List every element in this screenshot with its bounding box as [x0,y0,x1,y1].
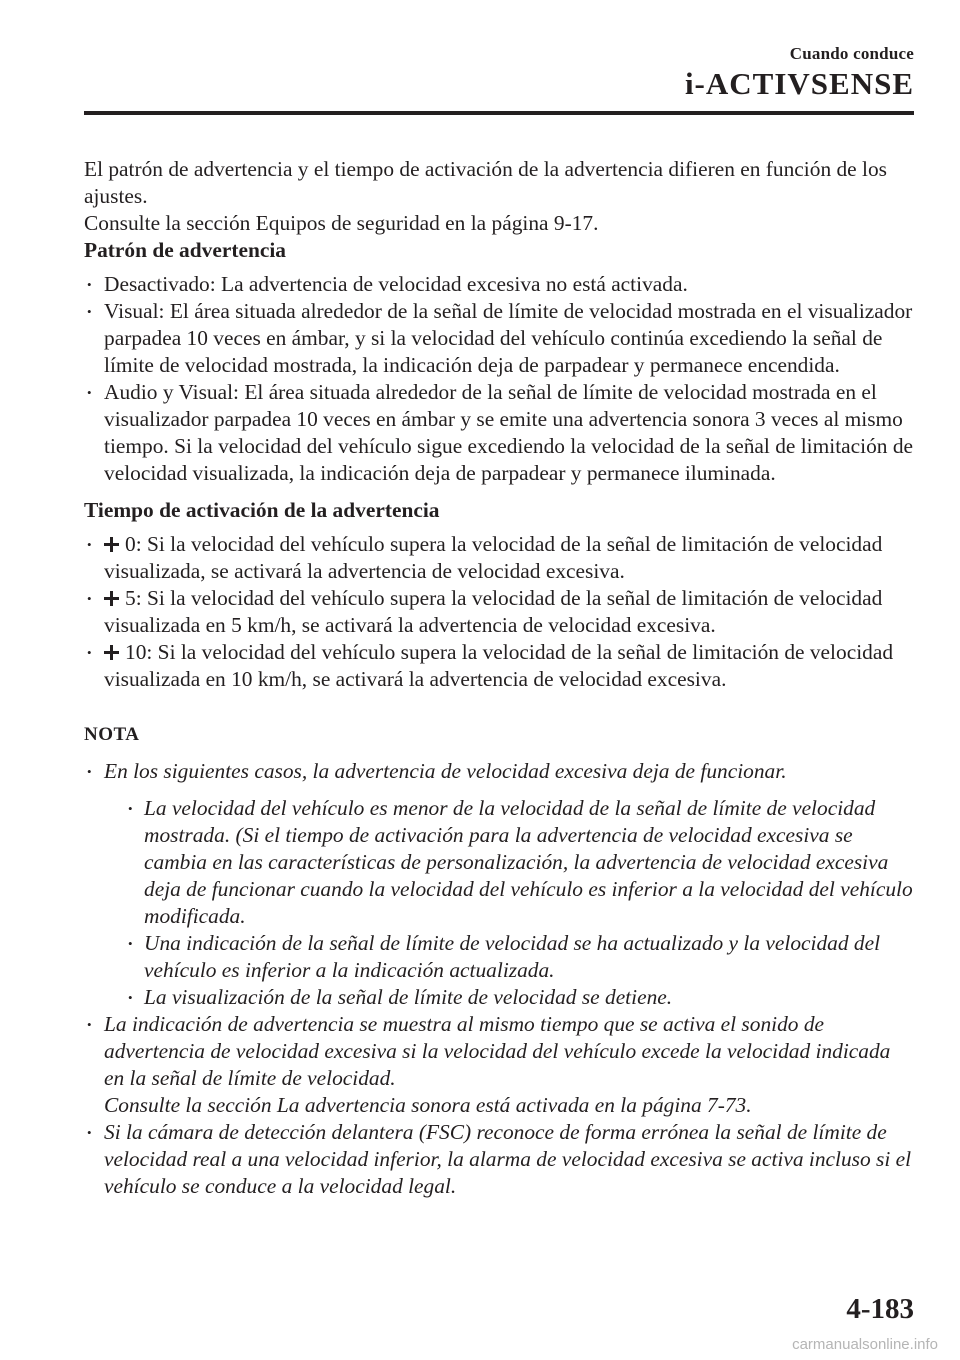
header-rule [84,111,914,115]
page-header [685,44,914,99]
warning-pattern-list [84,271,914,487]
list-item-text: 5: Si la velocidad del vehículo supera la velocidad de la señal de limitación de velocidad visualizada en 5 km/h, se activará la advertencia de velocidad excesiva. [104,586,883,637]
note-item-text: En los siguientes casos, la advertencia de velocidad excesiva deja de funcionar. [104,759,787,783]
activation-time-list [84,531,914,693]
plus-icon [104,591,119,606]
list-item: • Desactivado: La advertencia de velocidad excesiva no está activada. [84,271,914,298]
warning-pattern-heading: Patrón de advertencia [84,238,286,262]
list-item [84,585,914,639]
note-item-text: La indicación de advertencia se muestra al mismo tiempo que se activa el sonido de advertencia de velocidad excesiva si la velocidad del vehículo excede la velocidad indicada en la señal de límite de velocidad. [104,1012,891,1090]
list-item-text: 10: Si la velocidad del vehículo supera la velocidad de la señal de limitación de velocidad visualizada en 10 km/h, se activará la advertencia de velocidad excesiva. [104,640,894,691]
list-item [84,639,914,693]
note-list [84,758,914,1200]
intro-paragraph: El patrón de advertencia y el tiempo de activación de la advertencia difieren en función de los ajustes. [84,157,887,208]
note-sub-item: • La visualización de la señal de límite de velocidad se detiene. [126,984,914,1011]
note-sub-item: • Una indicación de la señal de límite de velocidad se ha actualizado y la velocidad del vehículo es inferior a la indicación actualizada. [126,930,914,984]
activation-time-heading: Tiempo de activación de la advertencia [84,498,440,522]
note-sub-item: • La velocidad del vehículo es menor de la velocidad de la señal de límite de velocidad mostrada. (Si el tiempo de activación para la advertencia de velocidad excesiva se cambia en las características de personalización, la advertencia de velocidad excesiva deja de funcionar cuando la velocidad del vehículo es inferior a la velocidad del vehículo modificada. [126,795,914,930]
list-item: • Audio y Visual: El área situada alrededor de la señal de límite de velocidad mostrada en el visualizador parpadea 10 veces en ámbar y se emite una advertencia sonora 3 veces al mismo tiempo. Si la velocidad del vehículo sigue excediendo la velocidad de la señal de limitación de velocidad visualizada, la indicación deja de parpadear y permanece iluminada. [84,379,914,487]
list-item: • Visual: El área situada alrededor de la señal de límite de velocidad mostrada en el visualizador parpadea 10 veces en ámbar, y si la velocidad del vehículo continúa excediendo la señal de límite de velocidad mostrada, la indicación deja de parpadear y permanece encendida. [84,298,914,379]
intro-reference: Consulte la sección Equipos de seguridad en la página 9-17. [84,211,599,235]
list-item-text: 0: Si la velocidad del vehículo supera la velocidad de la señal de limitación de velocidad visualizada, se activará la advertencia de velocidad excesiva. [104,532,883,583]
note-item: • Si la cámara de detección delantera (FSC) reconoce de forma errónea la señal de límite de velocidad real a una velocidad inferior, la alarma de velocidad excesiva se activa incluso si el vehículo se conduce a la velocidad legal. [84,1119,914,1200]
note-item [84,1011,914,1119]
note-item [84,758,914,1011]
note-sub-list [126,795,914,1011]
page-content [84,156,914,1200]
list-item [84,531,914,585]
plus-icon [104,645,119,660]
note-heading: NOTA [84,724,140,745]
plus-icon [104,537,119,552]
note-item-reference: Consulte la sección La advertencia sonora está activada en la página 7-73. [104,1093,752,1117]
section-label: Cuando conduce [789,44,914,63]
chapter-title: i-ACTIVSENSE [684,66,914,101]
page-number: 4-183 [846,1293,914,1325]
watermark: carmanualsonline.info [792,1336,938,1353]
